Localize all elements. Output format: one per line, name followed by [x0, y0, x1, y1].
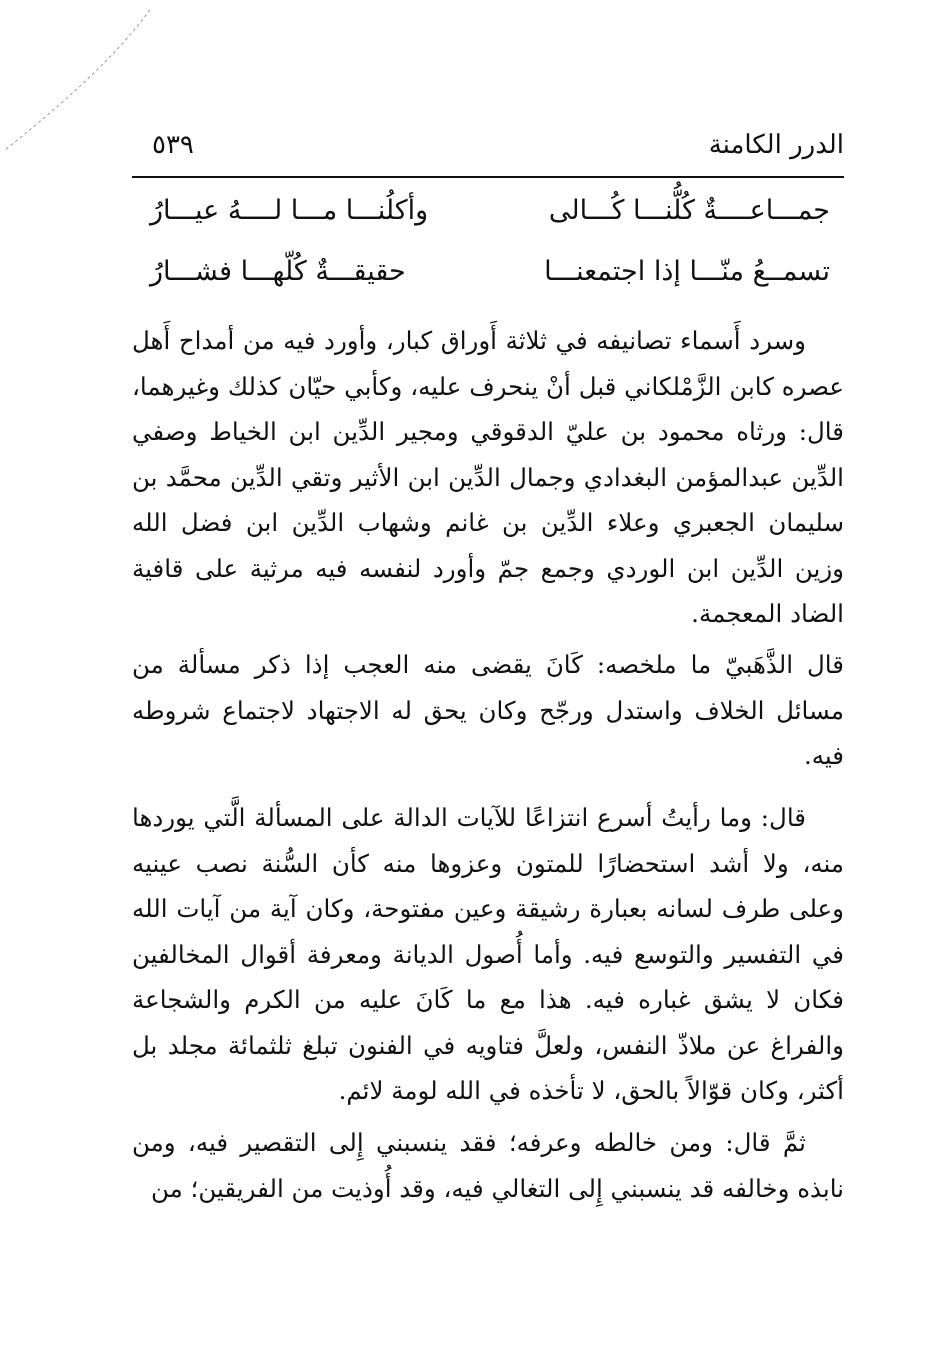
verse-2-first-hemistich: تسمــعُ منّـــا إذا اجتمعنـــا	[544, 256, 830, 287]
running-title: الدرر الكامنة	[708, 130, 844, 160]
verse-1-first-hemistich: جمـــاعــــةٌ كُلُّنـــا كُـــالى	[548, 195, 830, 226]
paragraph-dhahabi-continuation: ثمَّ قال: ومن خالطه وعرفه؛ فقد ينسبني إِلى التقصير فيه، ومن نابذه وخالفه قد ينسبني إِلى التغالي فيه، وقد أُوذيت من الفريقين؛ من	[132, 1128, 844, 1203]
paragraph-dhahabi-summary: قال الذَّهَبيّ ما ملخصه: كَانَ يقضى منه العجب إذا ذكر مسألة من مسائل الخلاف واستدل ورجّح وكان يحق له الاجتهاد لاجتماع شروطه فيه.	[132, 650, 844, 770]
verse-1-second-hemistich: وأكلُنـــا مـــا لــــهُ عيـــارُ	[150, 195, 429, 226]
page-header	[132, 128, 844, 178]
paragraph-works-list: وسرد أَسماء تصانيفه في ثلاثة أَوراق كبار، وأورد فيه من أمداح أَهل عصره كابن الزَّمْلكاني قبل أنْ ينحرف عليه، وكأبي حيّان كذلك وغيرهما، قال: ورثاه محمود بن عليّ الدقوقي ومجير الدِّين ابن الخياط وصفي الدِّين عبدالمؤمن البغدادي وجمال الدِّين ابن الأثير وتقي الدِّين محمَّد بن سليمان الجعبري وعلاء الدِّين بن غانم وشهاب الدِّين ابن فضل الله وزين الدِّين ابن الوردي وجمع جمّ وأورد لنفسه فيه مرثية على قافية الضاد المعجمة.	[132, 326, 844, 628]
page-number: ٥٣٩	[152, 130, 194, 160]
verse-2-second-hemistich: حقيقـــةٌ كُلّهـــا فشـــارُ	[150, 256, 406, 287]
paragraph-dhahabi-praise: قال: وما رأيتُ أسرع انتزاعًا للآيات الدالة على المسألة الَّتي يوردها منه، ولا أشد استحضارًا للمتون وعزوها منه كأن السُّنة نصب عينيه وعلى طرف لسانه بعبارة رشيقة وعين مفتوحة، وكان آية من آيات الله في التفسير والتوسع فيه. وأما أُصول الديانة ومعرفة أقوال المخالفين فكان لا يشق غباره فيه. هذا مع ما كَانَ عليه من الكرم والشجاعة والفراغ عن ملاذّ النفس، ولعلَّ فتاويه في الفنون تبلغ ثلثمائة مجلد بل أكثر، وكان قوّالاً بالحق، لا تأخذه في الله لومة لائم.	[132, 803, 844, 1105]
poem-verse-1	[150, 195, 830, 245]
poem-verse-2	[150, 256, 830, 306]
